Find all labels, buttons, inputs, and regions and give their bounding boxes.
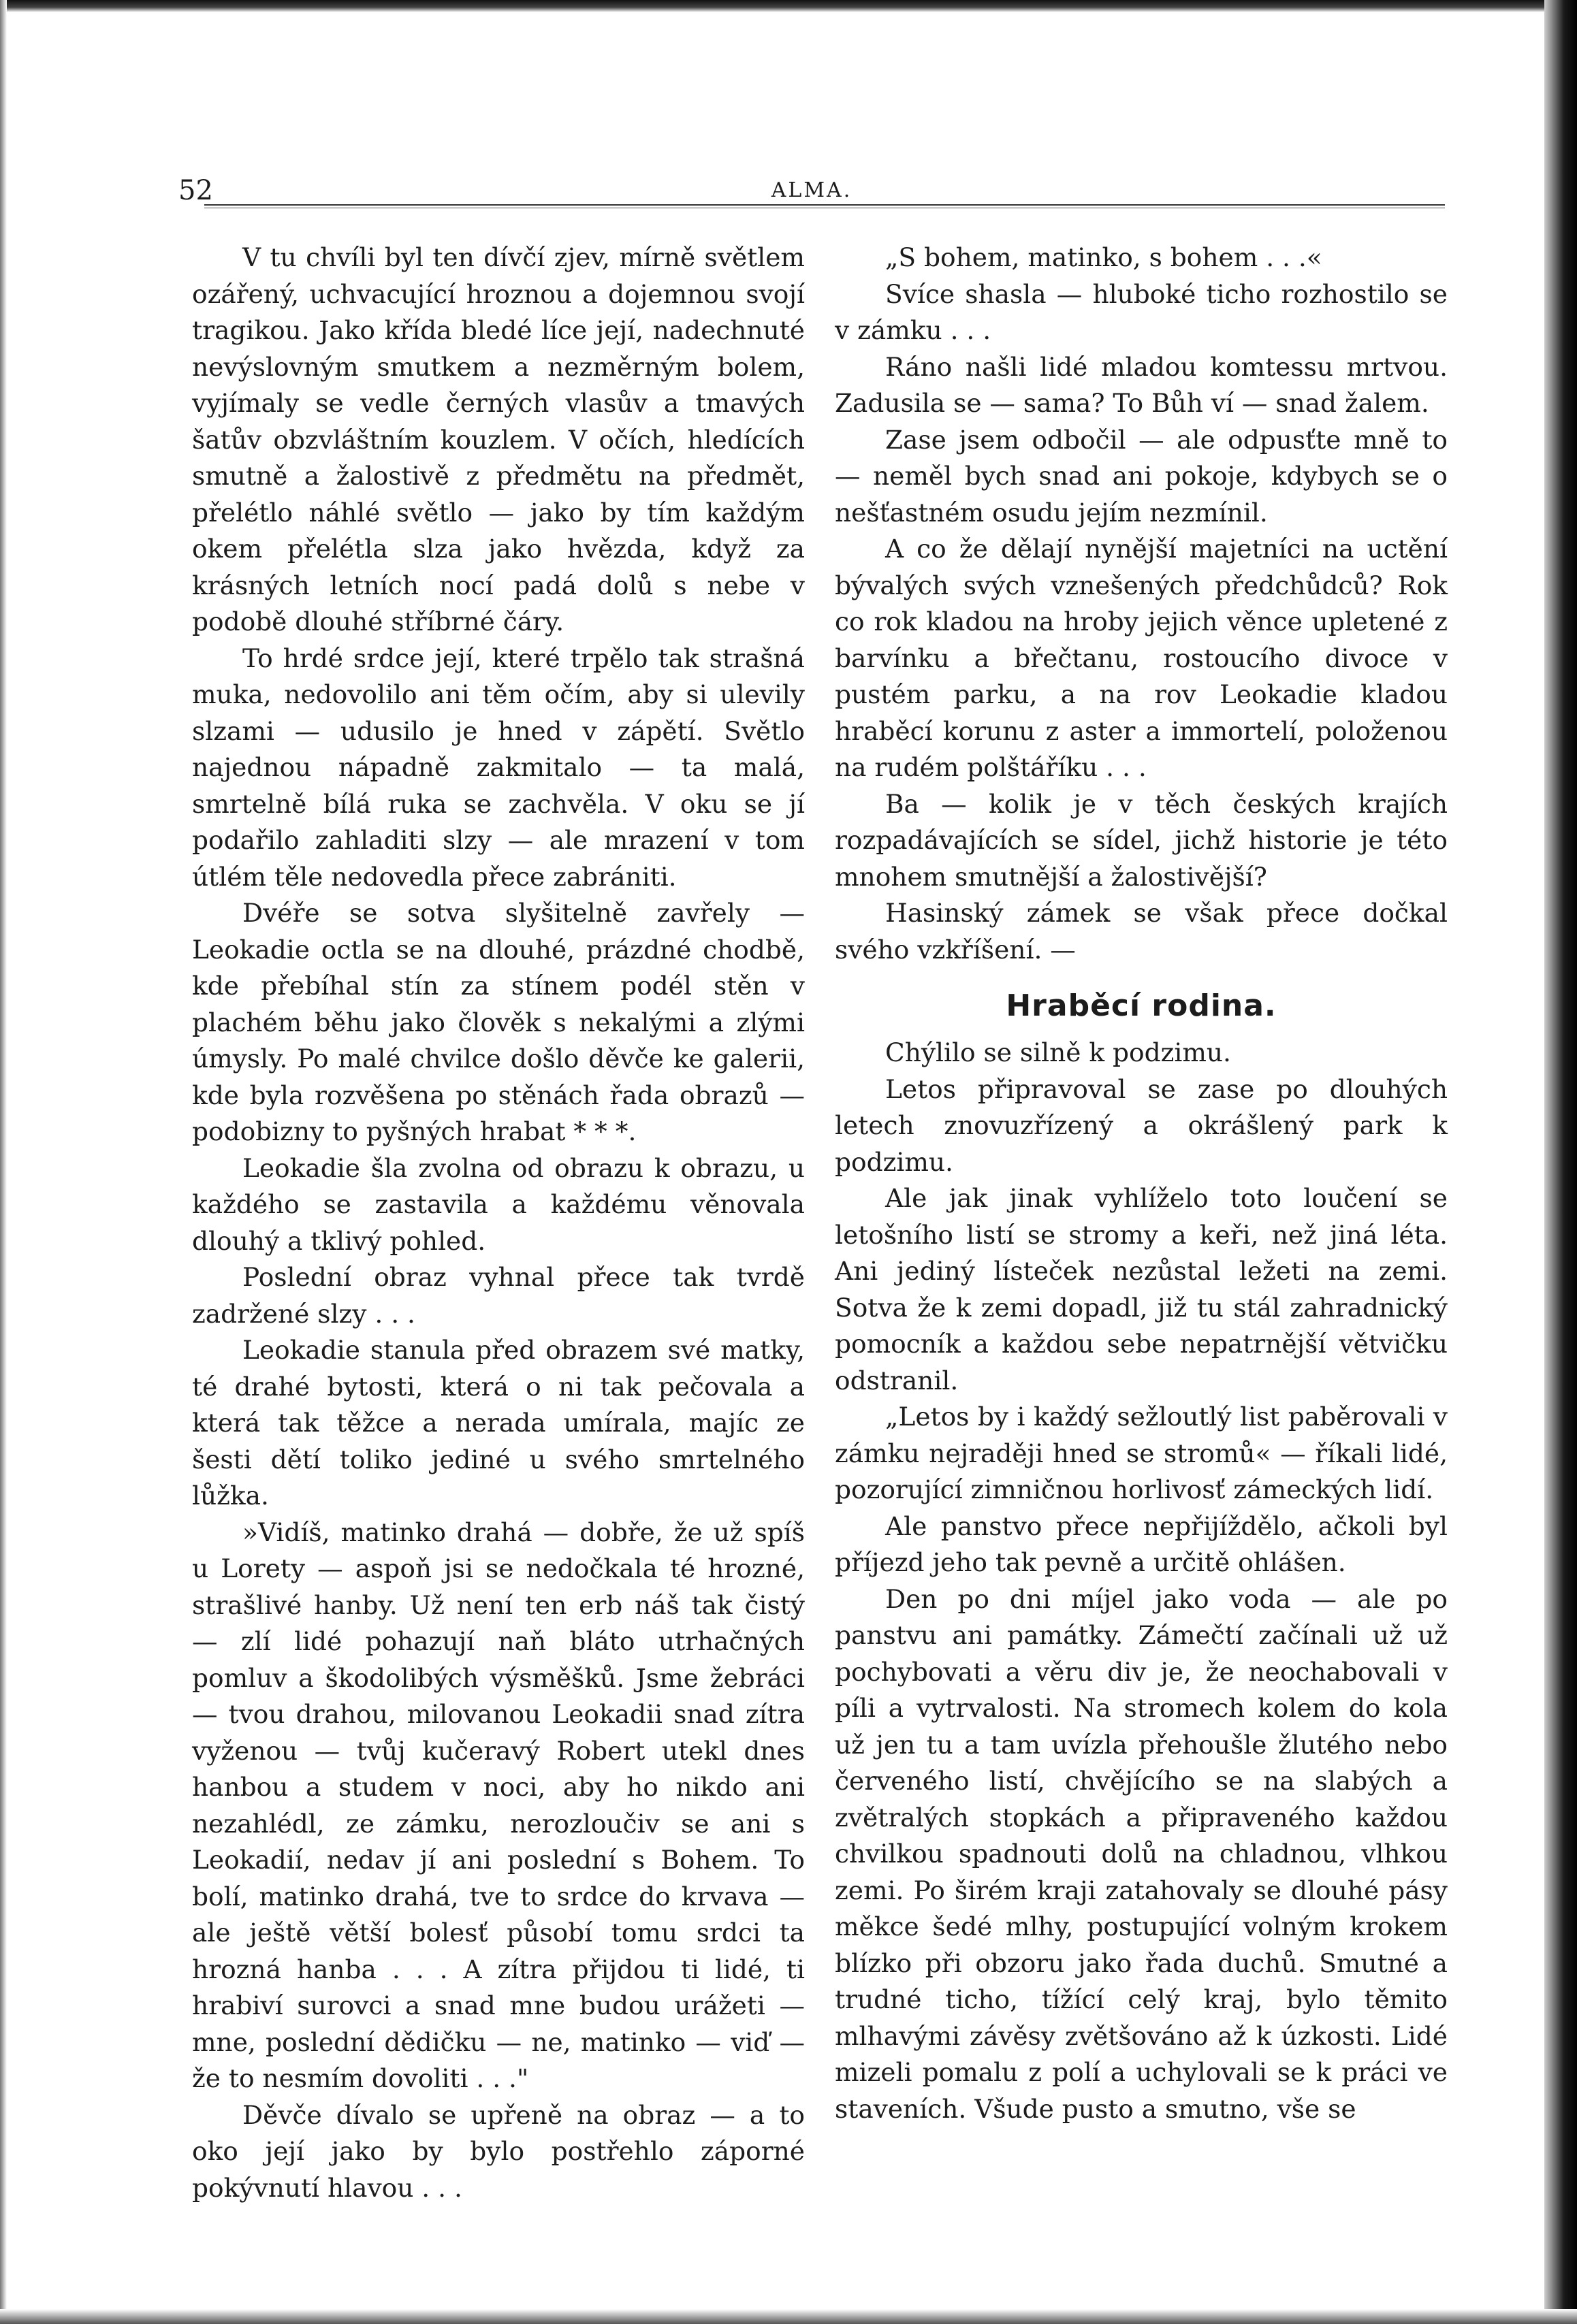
paragraph: Svíce shasla — hluboké ticho rozhostilo se v zámku . . . (835, 278, 1448, 345)
paragraph: A co že dělají nynější majetníci na uctění bývalých svých vznešených předchůdců? Rok co rok kladou na hroby jejich věnce upletené z barvínku a břečtanu, rostoucího divoce v pustém parku, a na rov Leokadie kladou hraběcí korunu z aster a immortelí, položenou na rudém polštáříku . . . (835, 534, 1448, 782)
paragraph: Zase jsem odbočil — ale odpusťte mně to — neměl bych snad ani pokoje, kdybych se o nešťastném osudu jejím nezmínil. (835, 424, 1448, 528)
scan-bottom-edge (0, 2309, 1577, 2324)
paragraph: Leokadie stanula před obrazem své matky, té drahé bytosti, která o ni tak pečovala a která tak těžce a nerada umírala, majíc ze šesti dětí toliko jediné u svého smrtelného lůžka. (192, 1335, 805, 1511)
paragraph: Chýlilo se silně k podzimu. (885, 1037, 1231, 1067)
scan-left-edge (0, 0, 7, 2324)
paragraph: »Vidíš, matinko drahá — dobře, že už spíš u Lorety — aspoň jsi se nedočkala té hrozné, strašlivé hanby. Už není ten erb náš tak čistý — zlí lidé pohazují naň bláto utrhačných pomluv a škodolibých výsměšků. Jsme žebráci — tvou drahou, milovanou Leokadii snad zítra vyženou — tvůj kučeravý Robert utekl dnes hanbou a studem v noci, aby ho nikdo ani nezahlédl, ze zámku, nerozloučiv se ani s Leokadií, nedav jí ani poslední s Bohem. To bolí, matinko drahá, tve to srdce do krvava — ale ještě větší bolesť působí tomu srdci ta hrozná hanba . . . A zítra přijdou ti lidé, ti hrabiví surovci a snad mne budou urážeti — mne, poslední dědičku — ne, matinko — viď — že to nesmím dovoliti . . ." (192, 1517, 805, 2093)
scan-top-edge (0, 0, 1577, 12)
paragraph: Ale jak jinak vyhlíželo toto loučení se letošního listí se stromy a keři, než jiná léta. Ani jediný lísteček nezůstal ležeti na zemi. Sotva že k zemi dopadl, již tu stál zahradnický pomocník a každou sebe nepatrnější větvičku odstranil. (835, 1183, 1448, 1395)
paragraph: Ale panstvo přece nepřijíždělo, ačkoli byl příjezd jeho tak pevně a určitě ohlášen. (835, 1511, 1448, 1577)
paragraph: Leokadie šla zvolna od obrazu k obrazu, u každého se zastavila a každému věnovala dlouhý a tklivý pohled. (192, 1152, 805, 1256)
section-heading: Hraběcí rodina. (1006, 988, 1277, 1023)
paragraph: Hasinský zámek se však přece dočkal svého vzkříšení. — (835, 898, 1448, 965)
paragraph: Děvče dívalo se upřeně na obraz — a to oko její jako by bylo postřehlo záporné pokývnutí hlavou . . . (192, 2099, 805, 2203)
running-title: ALMA. (771, 178, 853, 202)
left-column (192, 240, 805, 2206)
paragraph: Letos připravoval se zase po dlouhých letech znovuzřízený a okrášlený park k podzimu. (835, 1074, 1448, 1177)
paragraph: To hrdé srdce její, které trpělo tak strašná muka, nedovolilo ani těm očím, aby si ulevily slzami — udusilo je hned v zápětí. Světlo najednou nápadně zakmitalo — ta malá, smrtelně bílá ruka se zachvěla. V oku se jí podařilo zahladiti slzy — ale mrazení v tom útlém těle nedovedla přece zabrániti. (192, 643, 805, 892)
paragraph: Ráno našli lidé mladou komtessu mrtvou. Zadusila se — sama? To Bůh ví — snad žalem. (835, 351, 1448, 418)
paragraph: Ba — kolik je v těch českých krajích rozpadávajících se sídel, jichž historie je této mnohem smutnější a žalostivější? (835, 788, 1448, 892)
page-header (178, 174, 1445, 215)
paragraph: „S bohem, matinko, s bohem . . .« (885, 242, 1322, 272)
paragraph: Den po dni míjel jako voda — ale po panstvu ani památky. Zámečtí začínali už už pochybovati a věru div je, že neochabovali v píli a vytrvalosti. Na stromech kolem do kola už jen tu a tam uvízla přehoušle žlutého nebo červeného listí, chvějícího se na slabých a zvětralých stopkách a připraveného každou chvilkou spadnouti dolů na chladnou, vlhkou zemi. Po širém kraji zatahovaly se dlouhé pásy měkce šedé mlhy, postupující volným krokem blízko při obzoru jako řada duchů. Smutné a trudné ticho, tížící celý kraj, bylo těmito mlhavými závěsy zvětšováno až k úzkosti. Lidé mizeli pomalu z polí a uchylovali se k práci ve staveních. Všude pusto a smutno, vše se (835, 1583, 1448, 2124)
paragraph: „Letos by i každý sežloutlý list paběrovali v zámku nejraději hned se stromů« — říkali lidé, pozorující zimničnou horlivosť zámeckých lidí. (835, 1402, 1448, 1504)
paragraph: V tu chvíli byl ten dívčí zjev, mírně světlem ozářený, uchvacující hroznou a dojemnou svojí tragikou. Jako křída bledé líce její, nadechnuté nevýslovným smutkem a nezměrným bolem, vyjímaly se vedle černých vlasův a tmavých šatův obzvláštním kouzlem. V očích, hledících smutně a žalostivě z předmětu na předmět, přelétlo náhlé světlo — jako by tím každým okem přelétla slza jako hvězda, když za krásných letních nocí padá dolů s nebe v podobě dlouhé stříbrné čáry. (192, 242, 805, 636)
paragraph: Poslední obraz vyhnal přece tak tvrdě zadržené slzy . . . (192, 1262, 805, 1329)
scan-right-edge (1544, 0, 1577, 2324)
right-column (835, 240, 1448, 2127)
page-number: 52 (178, 175, 213, 206)
paragraph: Dvéře se sotva slyšitelně zavřely — Leokadie octla se na dlouhé, prázdné chodbě, kde přebíhal stín za stínem podél stěn v plachém běhu jako člověk s nekalými a zlými úmysly. Po malé chvilce došlo děvče ke galerii, kde byla rozvěšena po stěnách řada obrazů — podobizny to pyšných hrabat * * *. (192, 898, 805, 1146)
header-rule (204, 204, 1445, 208)
